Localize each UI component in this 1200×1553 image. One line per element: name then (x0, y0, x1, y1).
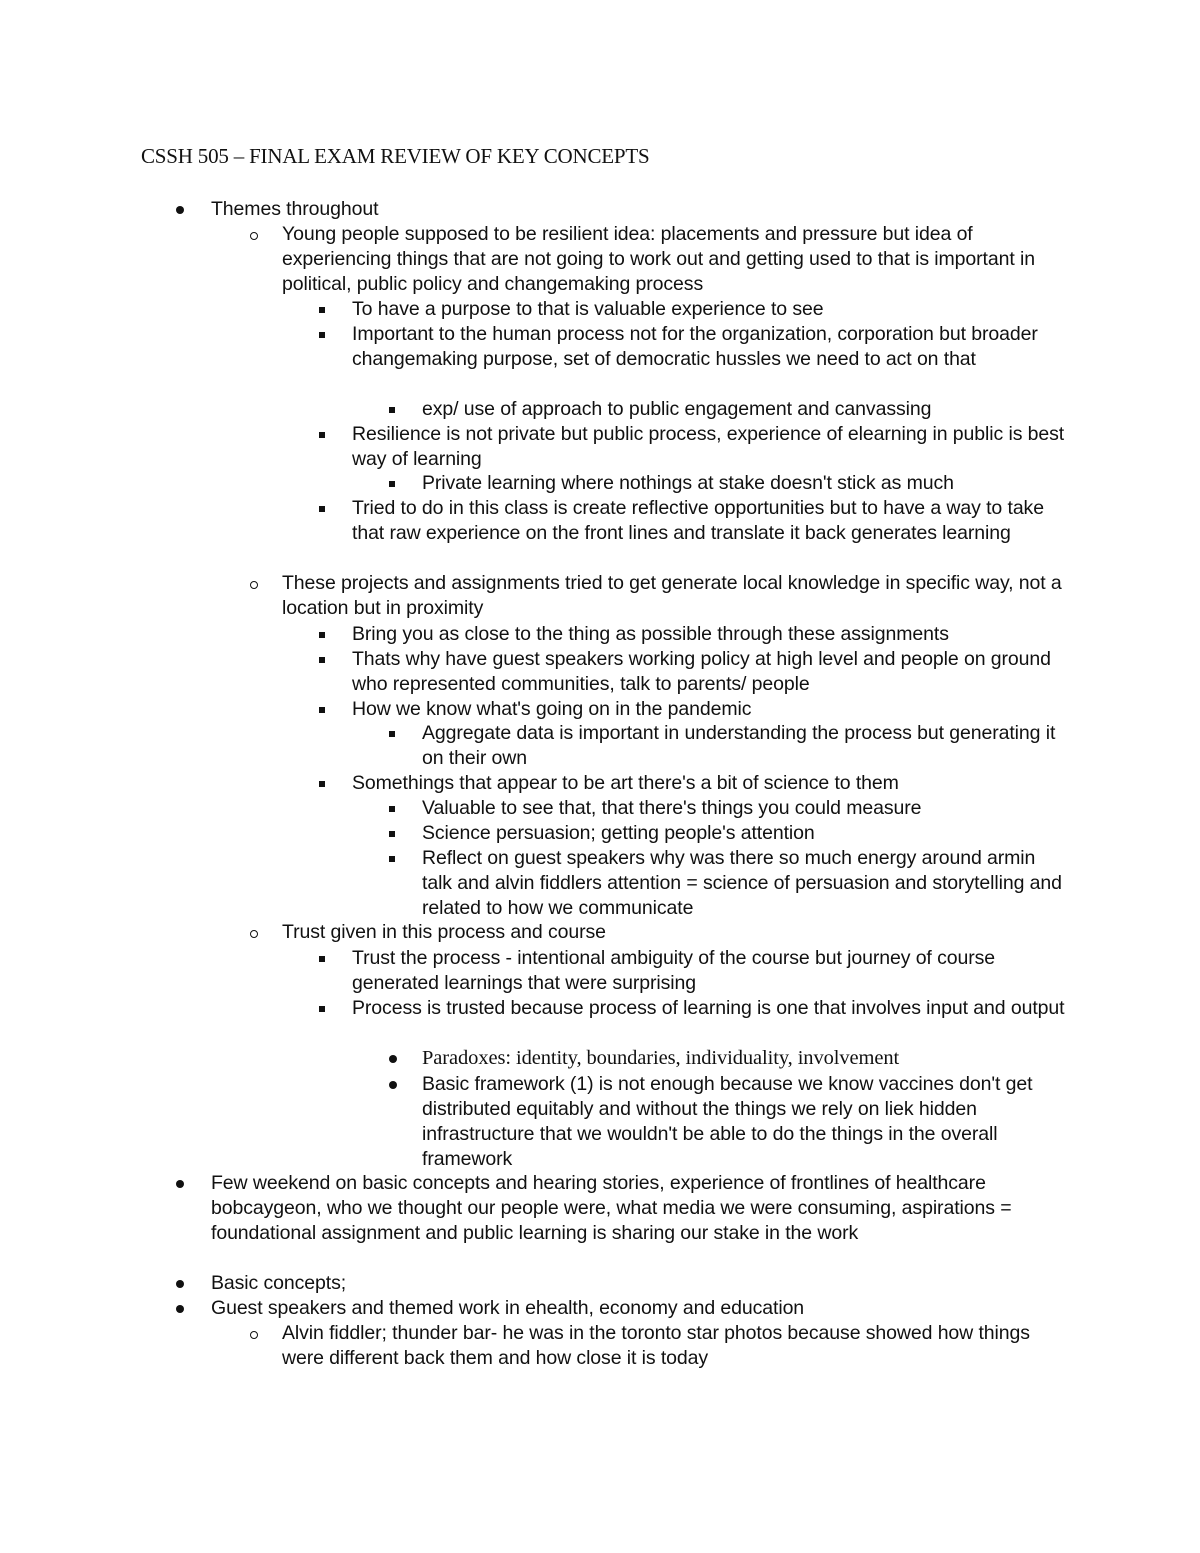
list-item-text: Young people supposed to be resilient idea: placements and pressure but idea of experiencing things that are not going to work out and getting used to that is important in political, public policy and changemaking process (282, 223, 1035, 295)
list-item (422, 397, 1067, 422)
square-marker-icon (389, 856, 395, 862)
square-marker-icon (319, 657, 325, 663)
list-item-text: These projects and assignments tried to get generate local knowledge in specific way, not a location but in proximity (282, 572, 1062, 619)
list-item-text: Important to the human process not for the organization, corporation but broader changemaking purpose, set of democratic hussles we need to act on that (352, 323, 1038, 370)
list-item (352, 996, 1067, 1021)
list-item-text: Somethings that appear to be art there's a bit of science to them (352, 772, 899, 794)
square-marker-icon (319, 781, 325, 787)
list-item (422, 796, 1067, 821)
list-item (211, 1296, 1071, 1321)
bullet-marker-icon (176, 1280, 184, 1288)
list-item-text: Science persuasion; getting people's attention (422, 822, 815, 844)
list-item-text: Trust given in this process and course (282, 921, 606, 943)
list-item-text: To have a purpose to that is valuable experience to see (352, 298, 824, 320)
square-marker-icon (319, 432, 325, 438)
square-marker-icon (319, 956, 325, 962)
list-item-text: How we know what's going on in the pandemic (352, 698, 752, 720)
list-item (422, 721, 1067, 771)
list-item (422, 1046, 1067, 1071)
list-item (352, 771, 1067, 796)
list-item (352, 297, 1067, 322)
list-item-text: Basic concepts; (211, 1272, 347, 1294)
square-marker-icon (319, 506, 325, 512)
list-item-text: exp/ use of approach to public engagement and canvassing (422, 398, 932, 420)
bullet-marker-icon (389, 1055, 397, 1063)
list-item-text: Aggregate data is important in understanding the process but generating it on their own (422, 722, 1056, 769)
list-item-text: Trust the process - intentional ambiguity of the course but journey of course generated learnings that were surprising (352, 947, 995, 994)
bullet-marker-icon (176, 1180, 184, 1188)
list-item-text: Basic framework (1) is not enough because we know vaccines don't get distributed equitably and without the things we rely on liek hidden infrastructure that we wouldn't be able to do the things in the overall framework (422, 1073, 1033, 1170)
bullet-marker-icon (176, 206, 184, 214)
list-item (422, 821, 1067, 846)
list-item (282, 571, 1072, 621)
list-item-text: Few weekend on basic concepts and hearing stories, experience of frontlines of healthcare bobcaygeon, who we thought our people were, what media we were consuming, aspirations = foundational assignment and public learning is sharing our stake in the work (211, 1172, 1012, 1244)
circle-marker-icon (250, 581, 258, 589)
list-item (352, 322, 1067, 372)
list-item (211, 1171, 1071, 1246)
list-item-text: Reflect on guest speakers why was there so much energy around armin talk and alvin fiddlers attention = science of persuasion and storytelling and related to how we communicate (422, 847, 1062, 919)
list-item-text: Process is trusted because process of learning is one that involves input and output (352, 997, 1065, 1019)
list-item-text: Thats why have guest speakers working policy at high level and people on ground who represented communities, talk to parents/ people (352, 648, 1051, 695)
square-marker-icon (389, 407, 395, 413)
list-item (352, 622, 1067, 647)
list-item-text: Guest speakers and themed work in ehealth, economy and education (211, 1297, 805, 1319)
list-item (352, 422, 1067, 472)
list-item (352, 697, 1067, 722)
square-marker-icon (389, 806, 395, 812)
list-item (422, 846, 1067, 921)
list-item (352, 496, 1067, 546)
list-item (352, 647, 1067, 697)
list-item (422, 1072, 1067, 1172)
list-item-text: Paradoxes: identity, boundaries, individuality, involvement (422, 1047, 900, 1069)
list-item (282, 222, 1072, 297)
list-item-text: Valuable to see that, that there's things you could measure (422, 797, 922, 819)
square-marker-icon (389, 831, 395, 837)
square-marker-icon (319, 632, 325, 638)
page-title: CSSH 505 – FINAL EXAM REVIEW OF KEY CONCEPTS (141, 144, 650, 168)
circle-marker-icon (250, 1331, 258, 1339)
list-item-text: Themes throughout (211, 198, 379, 220)
list-item-text: Private learning where nothings at stake doesn't stick as much (422, 472, 954, 494)
circle-marker-icon (250, 232, 258, 240)
square-marker-icon (389, 481, 395, 487)
list-item (211, 197, 1071, 222)
square-marker-icon (319, 332, 325, 338)
list-item-text: Resilience is not private but public process, experience of elearning in public is best way of learning (352, 423, 1065, 470)
list-item-text: Alvin fiddler; thunder bar- he was in the toronto star photos because showed how things were different back them and how close it is today (282, 1322, 1030, 1369)
list-item (352, 946, 1067, 996)
list-item (282, 1321, 1072, 1371)
list-item (422, 471, 1067, 496)
square-marker-icon (389, 731, 395, 737)
bullet-marker-icon (389, 1081, 397, 1089)
list-item-text: Tried to do in this class is create reflective opportunities but to have a way to take that raw experience on the front lines and translate it back generates learning (352, 497, 1044, 544)
list-item-text: Bring you as close to the thing as possible through these assignments (352, 623, 949, 645)
square-marker-icon (319, 1006, 325, 1012)
circle-marker-icon (250, 930, 258, 938)
square-marker-icon (319, 307, 325, 313)
square-marker-icon (319, 707, 325, 713)
list-item (282, 920, 1072, 945)
list-item (211, 1271, 1071, 1296)
bullet-marker-icon (176, 1305, 184, 1313)
